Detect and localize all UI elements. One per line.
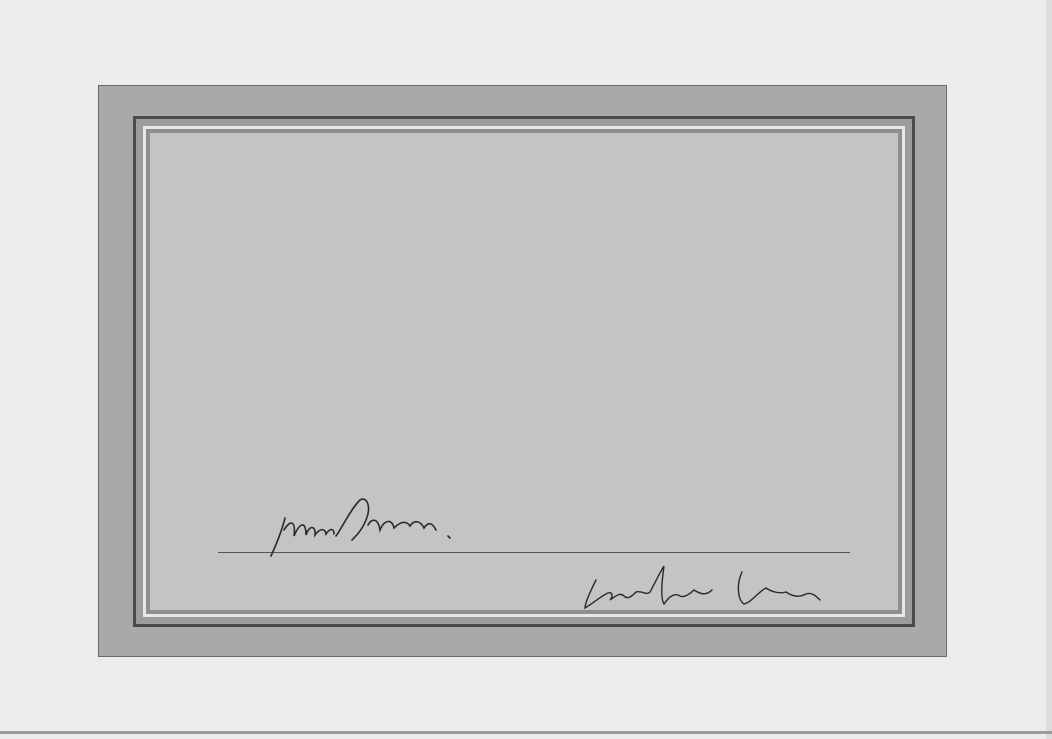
signature-line	[218, 552, 850, 553]
